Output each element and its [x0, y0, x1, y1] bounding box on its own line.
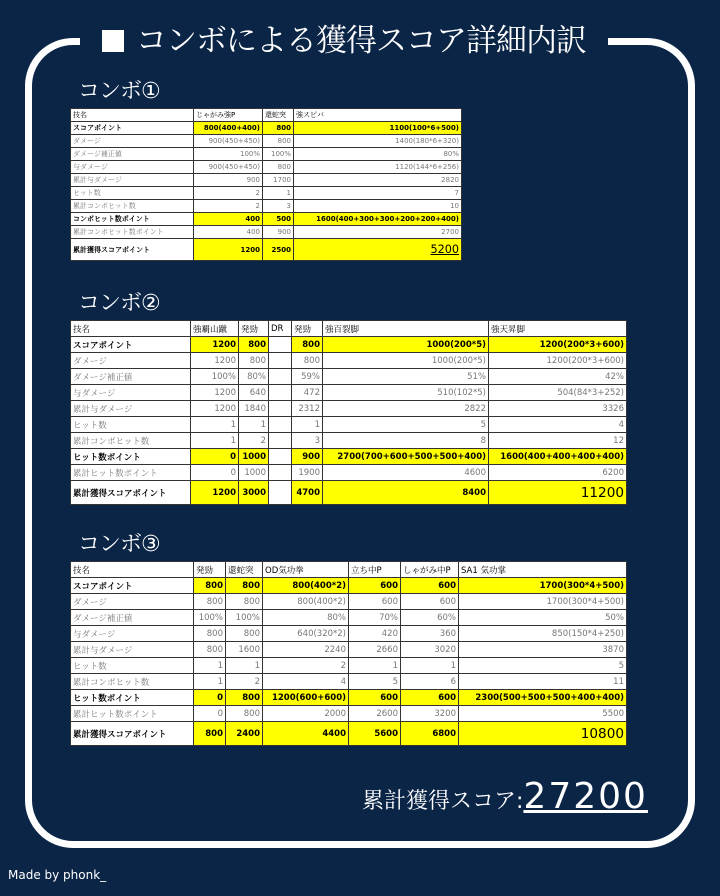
table-cell: [269, 481, 292, 505]
table-cell: 1000: [239, 449, 269, 465]
page-title-text: コンボによる獲得スコア詳細内訳: [136, 23, 586, 59]
row-label: コンボヒット数ポイント: [71, 213, 194, 226]
table-cell: 100%: [226, 610, 263, 626]
table-cell: 800: [194, 626, 226, 642]
table-cell: 1200: [191, 337, 239, 353]
table-row: [71, 578, 627, 594]
table-cell: 800: [226, 594, 263, 610]
row-label: ダメージ補正値: [71, 148, 194, 161]
table-cell: 11200: [489, 481, 627, 505]
table-cell: 900(450+450): [194, 135, 263, 148]
table-cell: 2660: [349, 642, 401, 658]
row-label: 累計コンボヒット数ポイント: [71, 226, 194, 239]
table-cell: 800: [263, 161, 294, 174]
table-cell: 360: [401, 626, 459, 642]
table-cell: 600: [349, 690, 401, 706]
combo-2-title: コンボ②: [78, 291, 160, 316]
row-label: 与ダメージ: [71, 385, 191, 401]
table-cell: 80%: [239, 369, 269, 385]
row-label: ヒット数: [71, 658, 194, 674]
table-cell: 70%: [349, 610, 401, 626]
table-row: [71, 135, 462, 148]
table-row: [71, 722, 627, 746]
table-cell: 800: [194, 722, 226, 746]
table-cell: 1200: [191, 481, 239, 505]
table-cell: 1200(200*3+600): [489, 337, 627, 353]
combo-2-table: [70, 320, 627, 505]
table-cell: 850(150*4+250): [459, 626, 627, 642]
table-cell: 600: [349, 578, 401, 594]
table-row: [71, 594, 627, 610]
table-cell: [269, 401, 292, 417]
row-label: 累計コンボヒット数: [71, 674, 194, 690]
table-cell: 1000: [239, 465, 269, 481]
table-cell: [269, 433, 292, 449]
table-row: [71, 213, 462, 226]
row-label: ダメージ補正値: [71, 369, 191, 385]
table-cell: 1: [263, 187, 294, 200]
table-row: [71, 148, 462, 161]
table-cell: 4: [263, 674, 349, 690]
row-label: ダメージ補正値: [71, 610, 194, 626]
table-cell: 5: [349, 674, 401, 690]
header-move: しゃがみ中P: [401, 562, 459, 578]
header-move: 還蛇突: [263, 109, 294, 122]
table-cell: 1200: [191, 401, 239, 417]
table-row: [71, 187, 462, 200]
table-row: [71, 706, 627, 722]
combo-3-title: コンボ③: [78, 532, 160, 557]
table-cell: 7: [294, 187, 462, 200]
combo-1-table: [70, 108, 462, 261]
table-cell: 800(400*2): [263, 594, 349, 610]
table-cell: 2700(700+600+500+500+400): [323, 449, 489, 465]
table-row: [71, 626, 627, 642]
table-cell: 1200: [194, 239, 263, 261]
table-cell: 60%: [401, 610, 459, 626]
page-title: [80, 16, 608, 66]
table-cell: 900: [194, 174, 263, 187]
table-cell: 800: [194, 594, 226, 610]
table-row: [71, 658, 627, 674]
combo-1-title: コンボ①: [78, 79, 160, 104]
table-cell: 800: [226, 706, 263, 722]
table-cell: 3870: [459, 642, 627, 658]
table-cell: 100%: [194, 610, 226, 626]
table-cell: 900(450+450): [194, 161, 263, 174]
table-cell: 510(102*5): [323, 385, 489, 401]
header-move: 発勁: [292, 321, 323, 337]
table-cell: 800: [226, 626, 263, 642]
total-score-value: 27200: [523, 776, 648, 817]
table-row: [71, 226, 462, 239]
table-cell: 3: [263, 200, 294, 213]
table-cell: 800: [194, 642, 226, 658]
table-cell: 1200(600+600): [263, 690, 349, 706]
table-cell: 472: [292, 385, 323, 401]
table-row: [71, 369, 627, 385]
row-label: 累計ヒット数ポイント: [71, 706, 194, 722]
table-cell: 1840: [239, 401, 269, 417]
table-cell: 5600: [349, 722, 401, 746]
table-cell: 504(84*3+252): [489, 385, 627, 401]
table-cell: 900: [263, 226, 294, 239]
table-cell: 800: [263, 122, 294, 135]
table-cell: 0: [194, 690, 226, 706]
table-cell: 100%: [194, 148, 263, 161]
row-label: 与ダメージ: [71, 161, 194, 174]
total-score-label: 累計獲得スコア:: [362, 789, 524, 814]
table-cell: 500: [263, 213, 294, 226]
table-cell: 1120(144*6+256): [294, 161, 462, 174]
header-move: じゃがみ強P: [194, 109, 263, 122]
table-cell: 800: [194, 578, 226, 594]
table-cell: 2600: [349, 706, 401, 722]
table-cell: 8400: [323, 481, 489, 505]
table-cell: 10800: [459, 722, 627, 746]
table-cell: 0: [194, 706, 226, 722]
table-cell: 2500: [263, 239, 294, 261]
table-cell: 10: [294, 200, 462, 213]
row-label: 累計与ダメージ: [71, 401, 191, 417]
table-cell: 800: [226, 690, 263, 706]
header-move: 還蛇突: [226, 562, 263, 578]
row-label: スコアポイント: [71, 578, 194, 594]
row-label: 累計コンボヒット数: [71, 200, 194, 213]
table-cell: 5: [323, 417, 489, 433]
table-cell: 4: [489, 417, 627, 433]
table-cell: 800: [239, 353, 269, 369]
row-label: 累計コンボヒット数: [71, 433, 191, 449]
table-cell: 50%: [459, 610, 627, 626]
header-label: 技名: [71, 109, 194, 122]
table-row: [71, 385, 627, 401]
table-cell: 800: [226, 578, 263, 594]
table-header-row: [71, 321, 627, 337]
table-cell: 1: [401, 658, 459, 674]
table-cell: 11: [459, 674, 627, 690]
row-label: ヒット数ポイント: [71, 690, 194, 706]
row-label: 累計獲得スコアポイント: [71, 239, 194, 261]
table-cell: 42%: [489, 369, 627, 385]
row-label: ダメージ: [71, 135, 194, 148]
table-cell: [269, 353, 292, 369]
table-cell: 1000(200*5): [323, 353, 489, 369]
row-label: ヒット数ポイント: [71, 449, 191, 465]
table-cell: 80%: [263, 610, 349, 626]
table-cell: 5: [459, 658, 627, 674]
table-cell: 1000(200*5): [323, 337, 489, 353]
table-cell: 3326: [489, 401, 627, 417]
table-cell: 2: [226, 674, 263, 690]
table-cell: 1: [239, 417, 269, 433]
table-cell: 1600: [226, 642, 263, 658]
table-cell: 3000: [239, 481, 269, 505]
table-row: [71, 353, 627, 369]
header-move: SA1 気功掌: [459, 562, 627, 578]
table-row: [71, 642, 627, 658]
table-cell: 4700: [292, 481, 323, 505]
row-label: スコアポイント: [71, 337, 191, 353]
table-cell: 640(320*2): [263, 626, 349, 642]
table-row: [71, 122, 462, 135]
table-cell: 1: [194, 658, 226, 674]
table-cell: 12: [489, 433, 627, 449]
row-label: 累計ヒット数ポイント: [71, 465, 191, 481]
table-row: [71, 174, 462, 187]
table-cell: 1700: [263, 174, 294, 187]
table-row: [71, 481, 627, 505]
table-cell: 800(400+400): [194, 122, 263, 135]
table-cell: 1200: [191, 385, 239, 401]
table-cell: 800: [239, 337, 269, 353]
table-cell: 2: [194, 200, 263, 213]
table-cell: 4600: [323, 465, 489, 481]
header-move: 強百裂脚: [323, 321, 489, 337]
table-cell: 2: [239, 433, 269, 449]
table-cell: [269, 465, 292, 481]
table-cell: 3020: [401, 642, 459, 658]
table-cell: 100%: [263, 148, 294, 161]
table-cell: 2: [194, 187, 263, 200]
table-cell: 900: [292, 449, 323, 465]
table-row: [71, 674, 627, 690]
table-cell: [269, 417, 292, 433]
table-cell: 1400(180*6+320): [294, 135, 462, 148]
table-cell: 0: [191, 465, 239, 481]
footer-credit: Made by phonk_: [8, 868, 107, 882]
table-cell: 2822: [323, 401, 489, 417]
header-label: 技名: [71, 321, 191, 337]
table-cell: 800: [292, 353, 323, 369]
table-row: [71, 465, 627, 481]
table-cell: 2300(500+500+500+400+400): [459, 690, 627, 706]
row-label: 累計与ダメージ: [71, 174, 194, 187]
table-cell: 6200: [489, 465, 627, 481]
table-cell: [269, 369, 292, 385]
row-label: 与ダメージ: [71, 626, 194, 642]
table-cell: 5500: [459, 706, 627, 722]
table-row: [71, 417, 627, 433]
table-cell: 3: [292, 433, 323, 449]
row-label: ダメージ: [71, 594, 194, 610]
table-cell: 1200(200*3+600): [489, 353, 627, 369]
header-move: 立ち中P: [349, 562, 401, 578]
table-cell: 1: [191, 433, 239, 449]
table-cell: [269, 337, 292, 353]
table-cell: 600: [401, 578, 459, 594]
table-cell: 3200: [401, 706, 459, 722]
table-cell: 1: [292, 417, 323, 433]
table-cell: 400: [194, 213, 263, 226]
table-cell: 600: [349, 594, 401, 610]
table-cell: 2: [263, 658, 349, 674]
table-row: [71, 610, 627, 626]
table-header-row: [71, 562, 627, 578]
table-row: [71, 433, 627, 449]
table-cell: [269, 449, 292, 465]
table-cell: 1700(300*4+500): [459, 578, 627, 594]
table-cell: 4400: [263, 722, 349, 746]
header-move: 発勁: [239, 321, 269, 337]
header-move: DR: [269, 321, 292, 337]
table-row: [71, 161, 462, 174]
square-bullet-icon: [102, 30, 124, 52]
table-cell: 1100(100*6+500): [294, 122, 462, 135]
header-move: 強スピバ: [294, 109, 462, 122]
table-cell: 2240: [263, 642, 349, 658]
row-label: 累計獲得スコアポイント: [71, 481, 191, 505]
combo-3-table: [70, 561, 627, 746]
table-cell: 100%: [191, 369, 239, 385]
table-cell: 1600(400+300+300+200+200+400): [294, 213, 462, 226]
table-cell: 80%: [294, 148, 462, 161]
table-cell: 800: [292, 337, 323, 353]
row-label: スコアポイント: [71, 122, 194, 135]
table-cell: 600: [401, 690, 459, 706]
table-cell: 59%: [292, 369, 323, 385]
header-label: 技名: [71, 562, 194, 578]
header-move: 強天昇脚: [489, 321, 627, 337]
table-cell: 800(400*2): [263, 578, 349, 594]
table-cell: [269, 385, 292, 401]
header-move: 発勁: [194, 562, 226, 578]
table-cell: 1: [349, 658, 401, 674]
table-cell: 2312: [292, 401, 323, 417]
table-cell: 0: [191, 449, 239, 465]
table-cell: 1: [226, 658, 263, 674]
table-cell: 400: [194, 226, 263, 239]
table-row: [71, 239, 462, 261]
table-row: [71, 449, 627, 465]
table-cell: 1: [194, 674, 226, 690]
row-label: 累計与ダメージ: [71, 642, 194, 658]
table-header-row: [71, 109, 462, 122]
row-label: ダメージ: [71, 353, 191, 369]
table-cell: 8: [323, 433, 489, 449]
table-cell: 1900: [292, 465, 323, 481]
table-cell: 6: [401, 674, 459, 690]
table-cell: 2400: [226, 722, 263, 746]
row-label: ヒット数: [71, 417, 191, 433]
table-cell: 600: [401, 594, 459, 610]
table-row: [71, 337, 627, 353]
table-cell: 2700: [294, 226, 462, 239]
table-cell: 51%: [323, 369, 489, 385]
header-move: OD気功拳: [263, 562, 349, 578]
table-cell: 1600(400+400+400+400): [489, 449, 627, 465]
table-cell: 640: [239, 385, 269, 401]
table-cell: 1: [191, 417, 239, 433]
table-cell: 6800: [401, 722, 459, 746]
table-cell: 1200: [191, 353, 239, 369]
table-cell: 1700(300*4+500): [459, 594, 627, 610]
table-cell: 2820: [294, 174, 462, 187]
table-row: [71, 401, 627, 417]
total-score: [362, 776, 648, 817]
row-label: 累計獲得スコアポイント: [71, 722, 194, 746]
table-row: [71, 690, 627, 706]
header-move: 強覇山蹴: [191, 321, 239, 337]
table-cell: 5200: [294, 239, 462, 261]
table-cell: 2000: [263, 706, 349, 722]
table-cell: 800: [263, 135, 294, 148]
row-label: ヒット数: [71, 187, 194, 200]
table-cell: 420: [349, 626, 401, 642]
table-row: [71, 200, 462, 213]
